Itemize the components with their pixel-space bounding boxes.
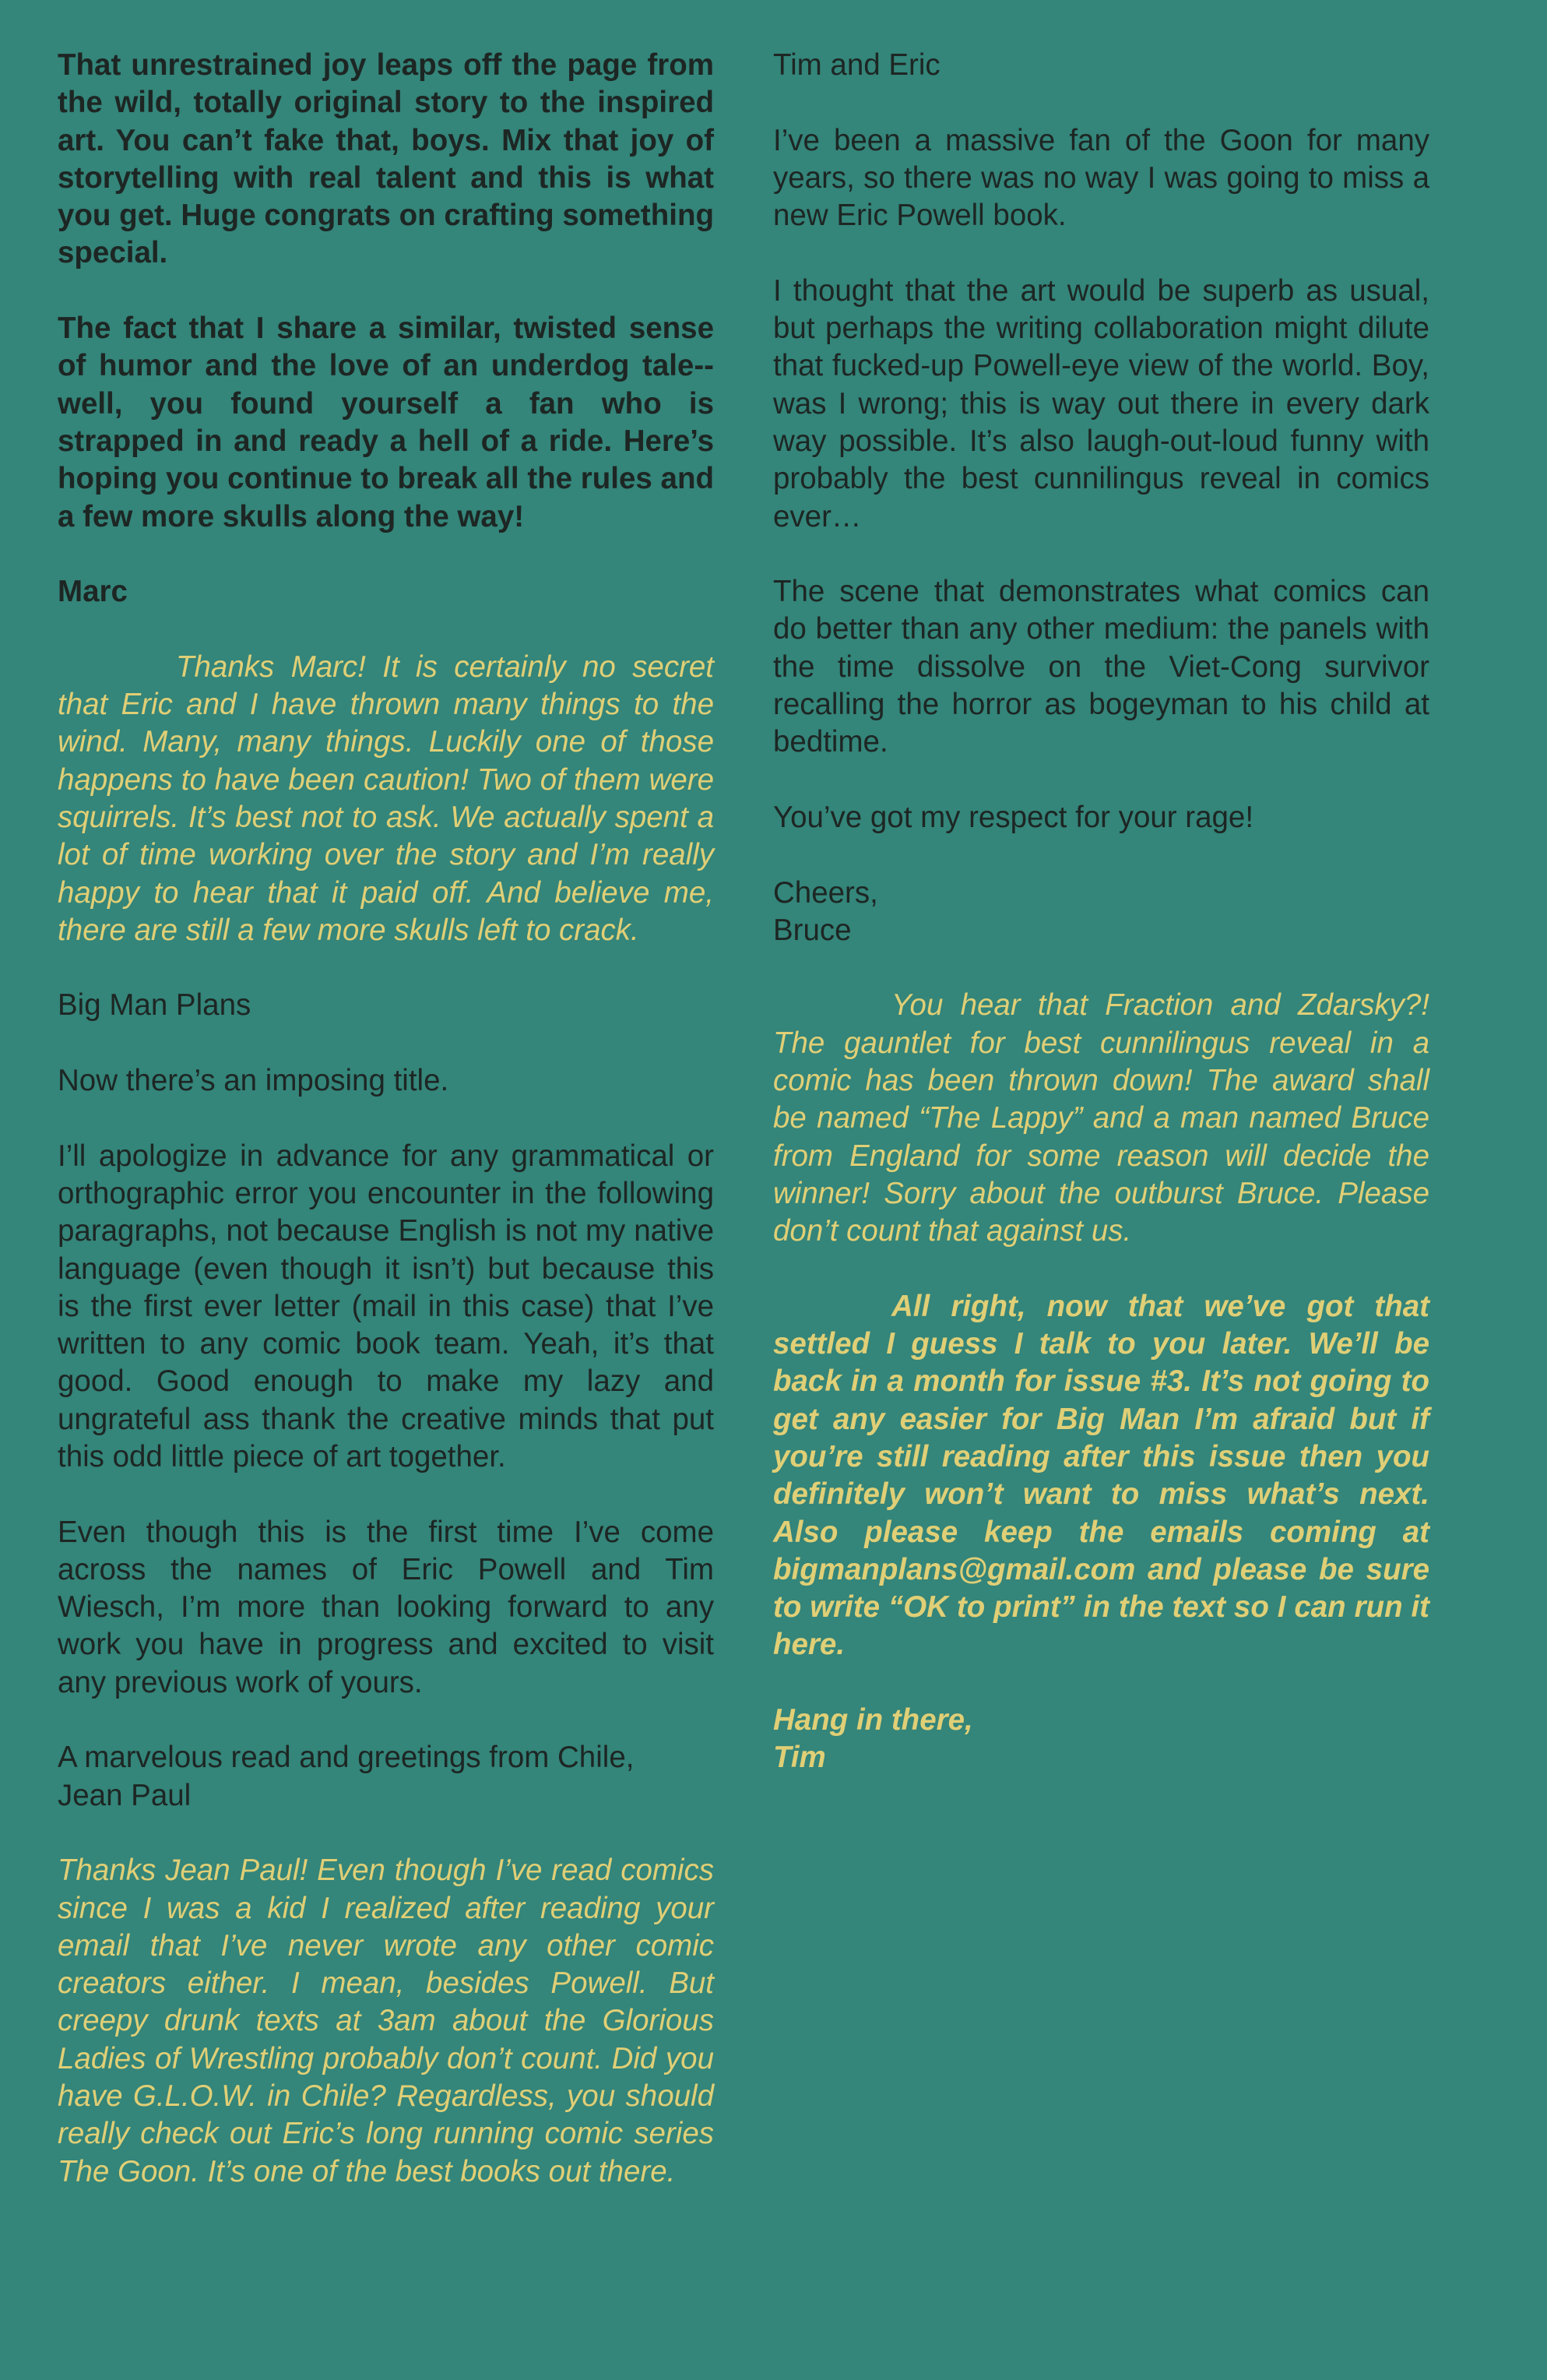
editor-closing: Hang in there, — [773, 1703, 973, 1737]
jean-paul-signoff — [58, 1739, 714, 1815]
editor-signature: Tim — [773, 1741, 826, 1775]
left-column — [58, 47, 714, 2228]
jean-paul-signature: Jean Paul — [58, 1778, 192, 1812]
bruce-closing: Cheers, — [773, 875, 878, 910]
bruce-signature: Bruce — [773, 913, 852, 947]
bruce-signoff — [773, 875, 1429, 950]
jean-paul-closing: A marvelous read and greetings from Chile, — [58, 1741, 635, 1775]
bruce-paragraph-1: I’ve been a massive fan of the Goon for many years, so there was no way I was going to miss a new Eric Powell book. — [773, 123, 1429, 233]
jean-paul-paragraph-2: I’ll apologize in advance for any grammatical or orthographic error you encounter in the following paragraphs, not because English is not my native language (even though it isn’t) but because this is the first ever letter (mail in this case) that I’ve written to any comic book team. Yeah, it’s that good. Good enough to make my lazy and ungrateful ass thank the creative minds that put this odd little piece of art together. — [58, 1139, 714, 1473]
bruce-reply: You hear that Fraction and Zdarsky?! The gauntlet for best cunnilingus reveal in a comic has been thrown down! The award shall be named “The Lappy” and a man named Bruce from England for some reason will decide the winner! Sorry about the outburst Bruce. Please don’t count that against us. — [773, 988, 1429, 1248]
editor-signoff — [773, 1702, 1429, 1777]
editor-signoff-body: All right, now that we’ve got that settled I guess I talk to you later. We’ll be back in a month for issue #3. It’s not going to get any easier for Big Man I’m afraid but if you’re still reading after this issue then you definitely won’t want to miss what’s next. Also please keep the emails coming at bigmanplans@gmail.com and please be sure to write “OK to print” in the text so I can run it here. — [773, 1289, 1429, 1662]
marc-reply: Thanks Marc! It is certainly no secret that Eric and I have thrown many things to the wind. Many, many things. Luckily one of those happens to have been caution! Two of them were squirrels. It’s best not to ask. We actually spent a lot of time working over the story and I’m really happy to hear that it paid off. And believe me, there are still a few more skulls left to crack. — [58, 650, 714, 947]
bruce-paragraph-3: The scene that demonstrates what comics can do better than any other medium: the panels with the time dissolve on the Viet-Cong survivor recalling the horror as bogeyman to his child at bedtime. — [773, 575, 1429, 759]
marc-letter-paragraph-1: That unrestrained joy leaps off the page from the wild, totally original story to the inspired art. You can’t fake that, boys. Mix that joy of storytelling with real talent and this is what you get. Huge congrats on crafting something special. — [58, 48, 714, 270]
right-column — [773, 47, 1429, 1815]
bruce-salutation: Tim and Eric — [773, 48, 941, 82]
jean-paul-paragraph-3: Even though this is the first time I’ve come across the names of Eric Powell and Tim Wiesch, I’m more than looking forward to any work you have in progress and excited to visit any previous work of yours. — [58, 1515, 714, 1699]
jean-paul-paragraph-1: Now there’s an imposing title. — [58, 1064, 449, 1098]
marc-signature: Marc — [58, 575, 128, 609]
bruce-paragraph-4: You’ve got my respect for your rage! — [773, 800, 1254, 834]
bruce-paragraph-2: I thought that the art would be superb as usual, but perhaps the writing collaboration might dilute that fucked-up Powell-eye view of the world. Boy, was I wrong; this is way out there in every dark way possible. It’s also laugh-out-loud funny with probably the best cunnilingus reveal in comics ever… — [773, 273, 1429, 533]
jean-paul-reply: Thanks Jean Paul! Even though I’ve read comics since I was a kid I realized after reading your email that I’ve never wrote any other comic creators either. I mean, besides Powell. But creepy drunk texts at 3am about the Glorious Ladies of Wrestling probably don’t count. Did you have G.L.O.W. in Chile? Regardless, you should really check out Eric’s long running comic series The Goon. It’s one of the best books out there. — [58, 1854, 714, 2188]
marc-letter-paragraph-2: The fact that I share a similar, twisted sense of humor and the love of an underdog tale--well, you found yourself a fan who is strapped in and ready a hell of a ride. Here’s hoping you continue to break all the rules and a few more skulls along the way! — [58, 312, 714, 533]
jean-paul-salutation: Big Man Plans — [58, 988, 251, 1023]
